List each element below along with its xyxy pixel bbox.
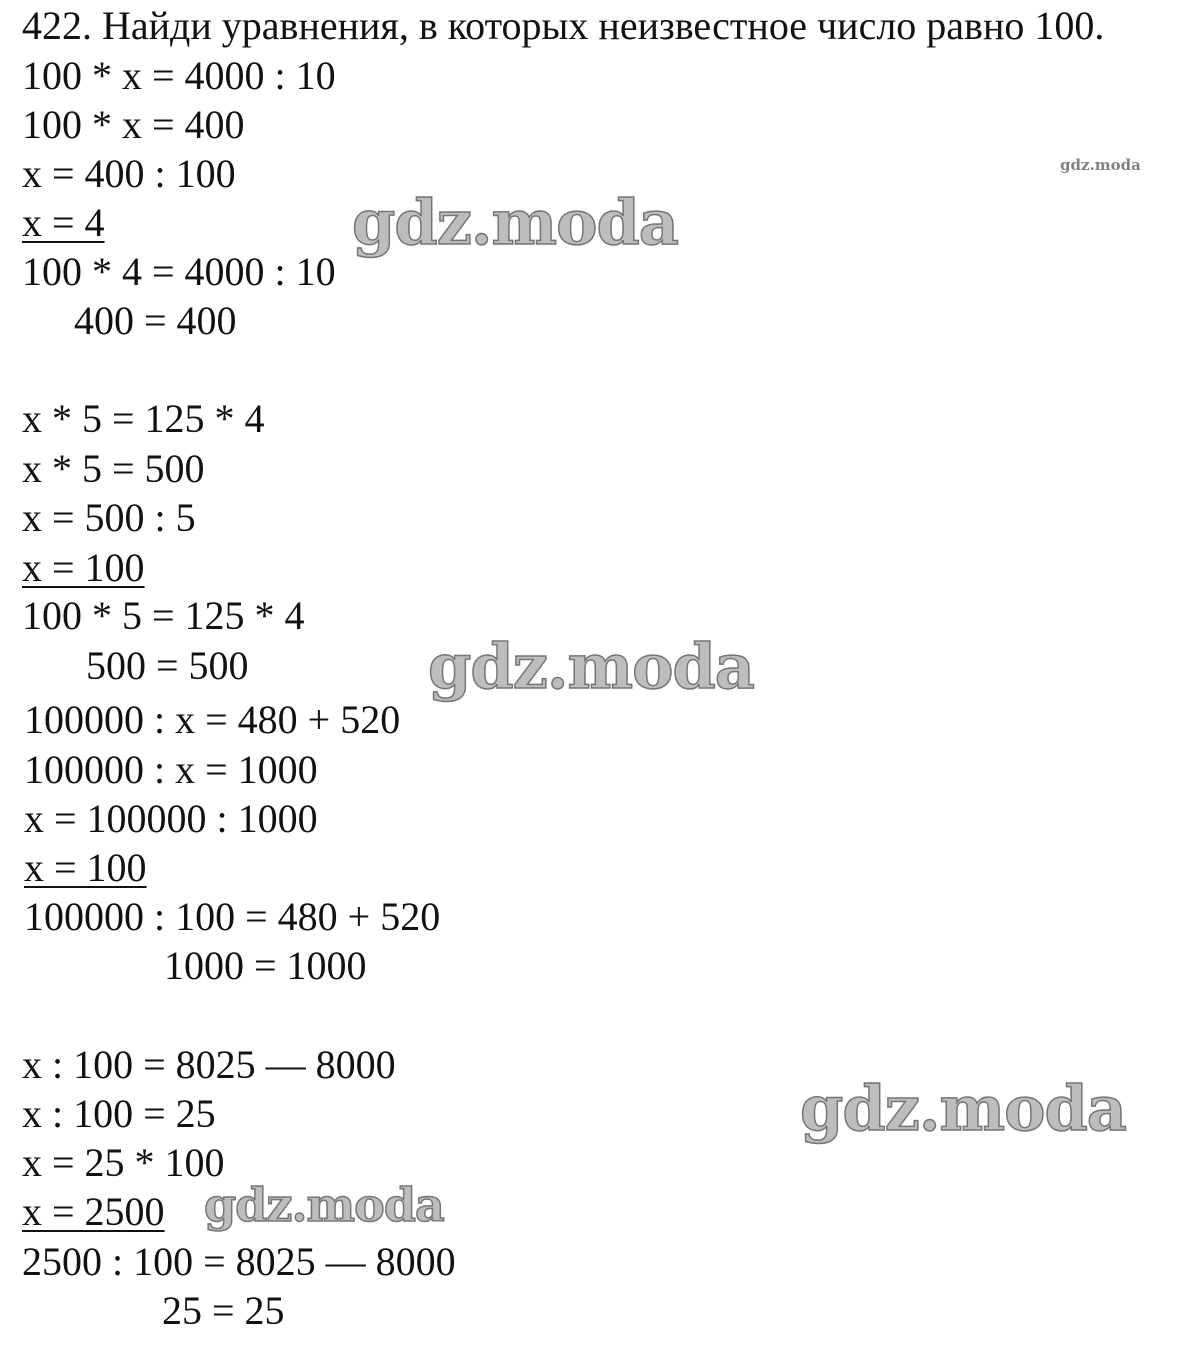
- equation-2-check-2: 500 = 500: [86, 643, 249, 688]
- equation-1-answer: x = 4: [22, 200, 105, 245]
- equation-4-line-2: x : 100 = 25: [22, 1091, 216, 1136]
- watermark-logo: gdz.moda: [428, 630, 754, 703]
- equation-4-check-2: 25 = 25: [162, 1288, 285, 1333]
- equation-2-line-2: x * 5 = 500: [22, 446, 205, 491]
- equation-3-line-3: x = 100000 : 1000: [24, 796, 318, 841]
- equation-1-line-3: x = 400 : 100: [22, 151, 236, 196]
- equation-1-check-2: 400 = 400: [74, 298, 237, 343]
- equation-1-line-1: 100 * x = 4000 : 10: [22, 53, 336, 98]
- equation-2-line-1: x * 5 = 125 * 4: [22, 396, 265, 441]
- watermark-logo: gdz.moda: [800, 1072, 1126, 1145]
- equation-3-check-1: 100000 : 100 = 480 + 520: [24, 894, 441, 939]
- equation-1-check-1: 100 * 4 = 4000 : 10: [22, 249, 336, 294]
- equation-1-line-2: 100 * x = 400: [22, 102, 245, 147]
- equation-4-line-1: x : 100 = 8025 — 8000: [22, 1042, 396, 1087]
- equation-3-line-2: 100000 : x = 1000: [24, 747, 318, 792]
- equation-4-line-3: x = 25 * 100: [22, 1140, 225, 1185]
- equation-4-answer: x = 2500: [22, 1189, 165, 1234]
- equation-3-line-1: 100000 : x = 480 + 520: [24, 697, 401, 742]
- equation-2-line-3: x = 500 : 5: [22, 495, 196, 540]
- watermark-logo: gdz.moda: [204, 1178, 444, 1232]
- equation-4-check-1: 2500 : 100 = 8025 — 8000: [22, 1239, 456, 1284]
- equation-2-check-1: 100 * 5 = 125 * 4: [22, 593, 305, 638]
- equation-2-answer: x = 100: [22, 545, 145, 590]
- task-title: 422. Найди уравнения, в которых неизвестное число равно 100.: [22, 3, 1105, 48]
- equation-3-check-2: 1000 = 1000: [164, 943, 367, 988]
- watermark-logo: gdz.moda: [352, 186, 678, 259]
- equation-3-answer: x = 100: [24, 845, 147, 890]
- watermark-logo: gdz.moda: [1060, 156, 1141, 174]
